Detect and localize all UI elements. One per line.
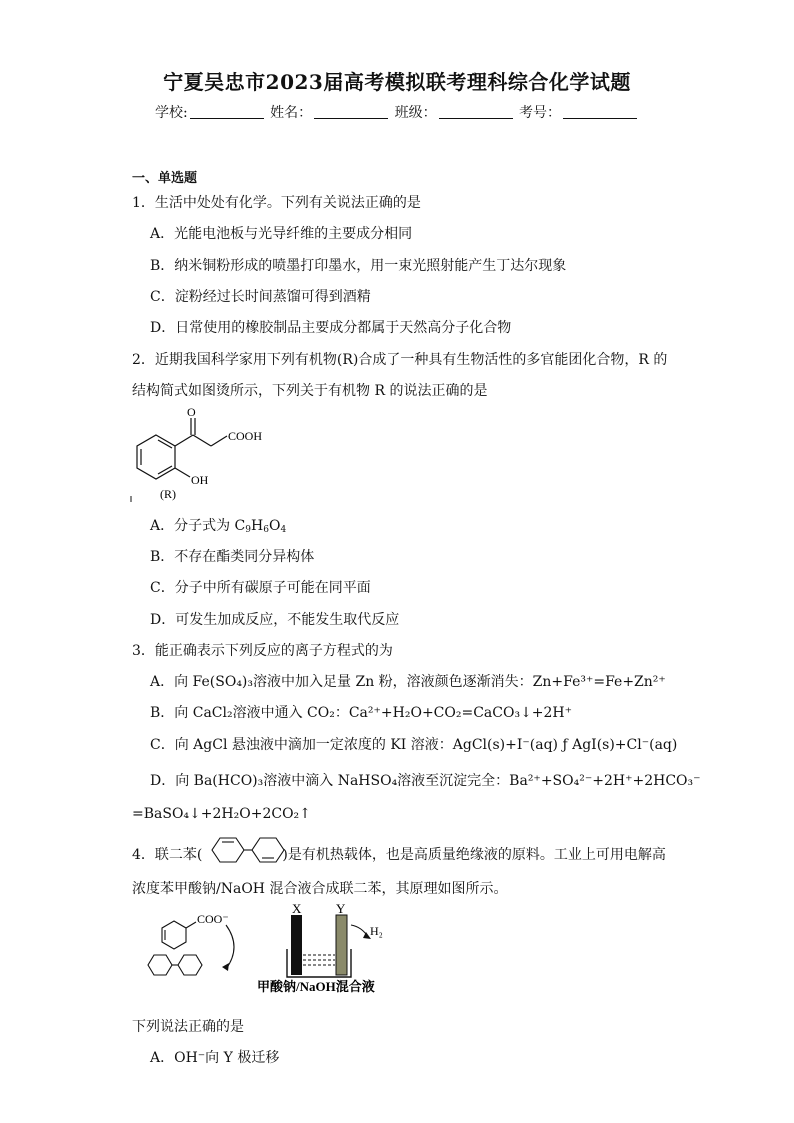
fig-carbonyl-o: O xyxy=(187,405,196,419)
school-label: 学校: xyxy=(154,105,188,121)
school-blank xyxy=(190,104,264,119)
benzene-ring xyxy=(137,435,175,479)
q4-ask: 下列说法正确的是 xyxy=(132,1019,244,1035)
section-title: 一、单选题 xyxy=(132,171,198,186)
q1-option-d: D．日常使用的橡胶制品主要成分都属于天然高分子化合物 xyxy=(150,320,512,336)
name-label: 姓名： xyxy=(270,105,313,121)
class-label: 班级： xyxy=(394,105,437,121)
q3-option-b: B．向 CaCl₂溶液中通入 CO₂：Ca²⁺+H₂O+CO₂=CaCO₃↓+2H⁺ xyxy=(150,705,573,721)
q4-stem-line2: 浓度苯甲酸钠/NaOH 混合液合成联二苯，其原理如图所示。 xyxy=(132,881,508,897)
q3-option-c: C．向 AgCl 悬浊液中滴加一定浓度的 KI 溶液：AgCl(s)+I⁻(aq) ƒ AgI(s)+Cl⁻(aq) xyxy=(150,737,678,753)
fig-oh: OH xyxy=(191,473,209,487)
q1-option-a: A．光能电池板与光导纤维的主要成分相同 xyxy=(150,226,413,242)
electrode-x xyxy=(291,915,302,975)
page-title: 宁夏吴忠市2023届高考模拟联考理科综合化学试题 xyxy=(163,70,631,94)
electrode-y xyxy=(336,915,347,975)
q3-option-d: D．向 Ba(HCO)₃溶液中滴入 NaHSO₄溶液至沉淀完全：Ba²⁺+SO₄²⁻+2H⁺+2HCO₃⁻ xyxy=(150,773,701,789)
exam-no-blank xyxy=(563,104,637,119)
q2-stem-line2: 结构简式如图烫所示，下列关于有机物 R 的说法正确的是 xyxy=(132,383,488,399)
fig-coo: COO⁻ xyxy=(197,912,229,926)
class-blank xyxy=(439,104,513,119)
q4-option-a: A．OH⁻向 Y 极迁移 xyxy=(150,1050,280,1066)
biphenyl-inline-icon xyxy=(208,834,288,866)
fig-cooh: COOH xyxy=(228,429,263,443)
exam-no-label: 考号： xyxy=(519,105,562,121)
fig-solution-label: 甲酸钠/NaOH混合液 xyxy=(257,979,375,994)
fig-y-label: Y xyxy=(336,901,346,916)
q4-stem-line1: 4．联二苯( )是有机热载体，也是高质量绝缘液的原料。工业上可用电解高 xyxy=(132,847,666,863)
electrolysis-figure xyxy=(130,901,400,997)
q1-option-c: C．淀粉经过长时间蒸馏可得到酒精 xyxy=(150,289,371,305)
q3-option-d-cont: =BaSO₄↓+2H₂O+2CO₂↑ xyxy=(132,806,311,822)
q2-option-c: C．分子中所有碳原子可能在同平面 xyxy=(150,580,371,596)
fig-x-label: X xyxy=(292,901,302,916)
q1-stem: 1．生活中处处有化学。下列有关说法正确的是 xyxy=(132,195,421,211)
fig-r-label: (R) xyxy=(160,487,176,501)
q1-option-b: B．纳米铜粉形成的喷墨打印墨水，用一束光照射能产生丁达尔现象 xyxy=(150,258,567,274)
q2-option-a: A．分子式为 $C_9H_6O_4$ xyxy=(150,518,287,535)
student-info-row xyxy=(0,102,794,122)
q2-option-d: D．可发生加成反应，不能发生取代反应 xyxy=(150,612,400,628)
fig-h2-label: H₂ xyxy=(370,924,383,938)
q3-stem: 3．能正确表示下列反应的离子方程式的为 xyxy=(132,643,393,659)
name-blank xyxy=(314,104,388,119)
q2-stem-line1: 2．近期我国科学家用下列有机物(R)合成了一种具有生物活性的多官能团化合物，R 的 xyxy=(132,352,668,368)
benzoate-ring xyxy=(162,921,186,949)
q3-option-a: A．向 Fe(SO₄)₃溶液中加入足量 Zn 粉，溶液颜色逐渐消失：Zn+Fe³⁺=Fe+Zn²⁺ xyxy=(150,674,666,690)
molecule-r-figure xyxy=(130,404,290,504)
q2-option-b: B．不存在酯类同分异构体 xyxy=(150,549,315,565)
